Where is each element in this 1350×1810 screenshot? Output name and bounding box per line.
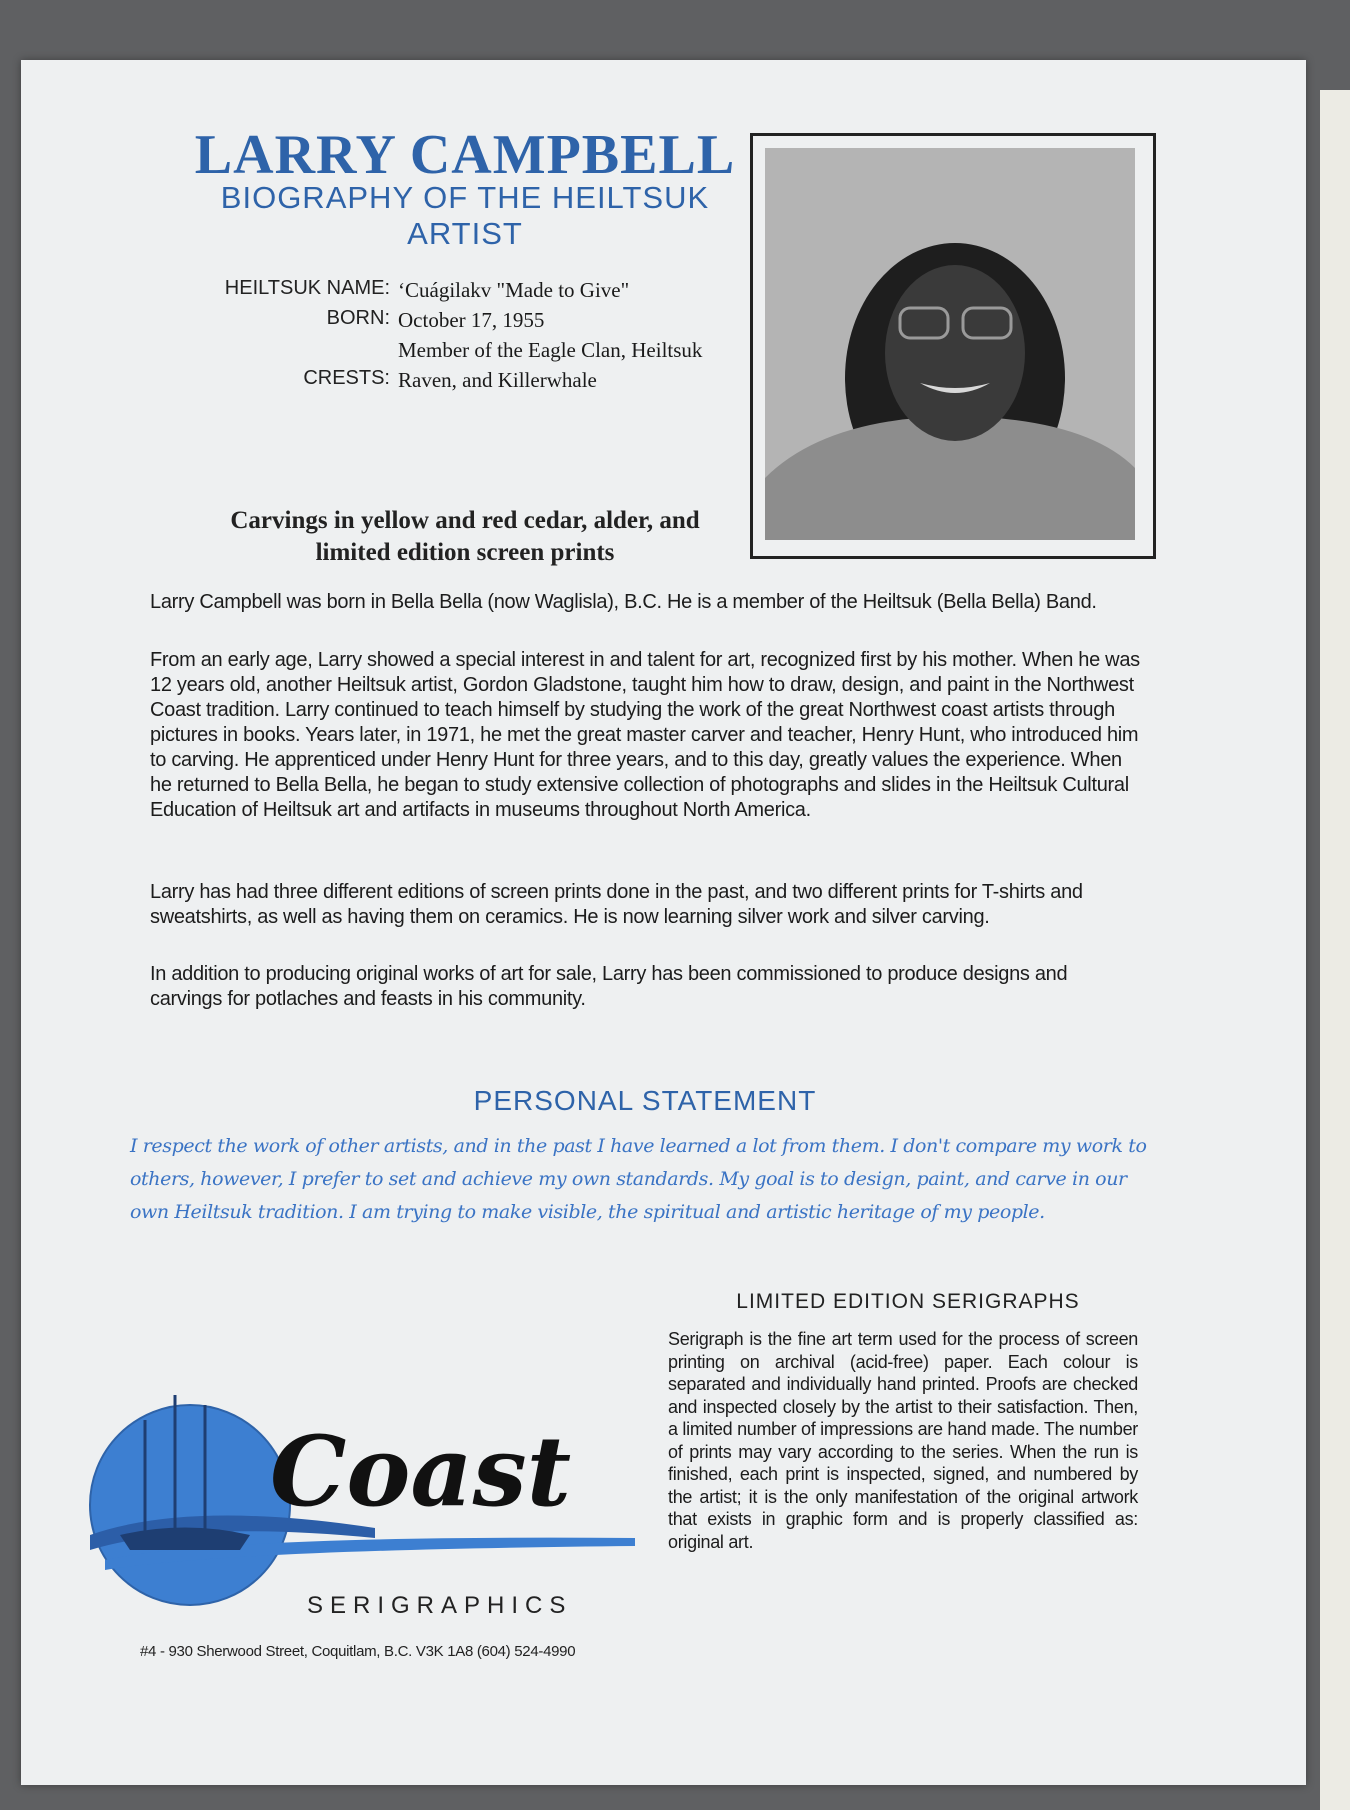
fact-row-crests [150, 365, 770, 395]
artist-portrait-frame [750, 133, 1156, 559]
logo-tagline: SERIGRAPHICS [307, 1592, 573, 1619]
serigraphs-heading: LIMITED EDITION SERIGRAPHS [736, 1290, 1080, 1313]
fact-label [150, 335, 390, 365]
fact-label: CRESTS: [303, 367, 390, 389]
fact-row-clan [150, 335, 770, 365]
fact-row-born [150, 305, 770, 335]
artist-portrait-photo [765, 148, 1135, 540]
company-address: #4 - 930 Sherwood Street, Coquitlam, B.C. V3K 1A8 (604) 524-4990 [140, 1643, 576, 1660]
biography-paragraph-1: Larry Campbell was born in Bella Bella (now Waglisla), B.C. He is a member of the Heiltsuk (Bella Bella) Band. [150, 591, 1097, 613]
artist-facts [150, 275, 770, 395]
carvings-line-2: limited edition screen prints [315, 539, 615, 566]
fact-value: Member of the Eagle Clan, Heiltsuk [398, 338, 703, 362]
biography-subtitle: BIOGRAPHY OF THE HEILTSUK ARTIST [220, 180, 710, 251]
biography-paragraph-3: Larry has had three different editions of screen prints done in the past, and two different prints for T-shirts and sweatshirts, as well as having them on ceramics. He is now learning silver work and silver carving. [150, 881, 1083, 928]
biography-paragraph-2: From an early age, Larry showed a special interest in and talent for art, recognized first by his mother. When he was 12 years old, another Heiltsuk artist, Gordon Gladstone, taught him how to draw, design, and paint in the Northwest Coast tradition. Larry continued to teach himself by studying the work of the great Northwest coast artists through pictures in books. Years later, in 1971, he met the great master carver and teacher, Henry Hunt, who introduced him to carving. He apprenticed under Henry Hunt for three years, and to this day, greatly values the experience. When he returned to Bella Bella, he began to study extensive collection of photographs and slides in the Heiltsuk Cultural Education of Heiltsuk art and artifacts in museums throughout North America. [150, 649, 1140, 821]
fact-label: HEILTSUK NAME: [224, 277, 390, 299]
carvings-description [180, 505, 750, 569]
logo-wordmark: Coast [270, 1415, 572, 1528]
personal-statement-heading: PERSONAL STATEMENT [473, 1085, 817, 1116]
personal-statement-text: I respect the work of other artists, and in the past I have learned a lot from them. I don't compare my work to others, however, I prefer to set and achieve my own standards. My goal is to design, paint, and carve in our own Heiltsuk tradition. I am trying to make visible, the spiritual and artistic heritage of my people. [130, 1135, 1147, 1223]
adjacent-page-edge [1320, 90, 1350, 1810]
fact-value: October 17, 1955 [398, 308, 545, 332]
fact-label: BORN: [326, 307, 390, 329]
coast-serigraphics-logo [75, 1360, 655, 1630]
serigraphs-description: Serigraph is the fine art term used for the process of screen printing on archival (acid-free) paper. Each colour is separated and individually hand printed. Proofs are checked and inspected closely by the artist to their satisfaction. Then, a limited number of impressions are hand made. The number of prints may vary according to the series. When the run is finished, each print is inspected, signed, and numbered by the artist; it is the only manifestation of the original artwork that exists in graphic form and is properly classified as: original art. [668, 1329, 1138, 1552]
fact-row-heiltsuk-name [150, 275, 770, 305]
fact-value: Raven, and Killerwhale [398, 368, 597, 392]
biography-paragraph-4: In addition to producing original works of art for sale, Larry has been commissioned to produce designs and carvings for potlaches and feasts in his community. [150, 963, 1068, 1010]
artist-name-title: LARRY CAMPBELL [194, 124, 736, 186]
fact-value: ‘Cuágilakv "Made to Give" [398, 278, 630, 302]
carvings-line-1: Carvings in yellow and red cedar, alder, and [230, 507, 700, 534]
